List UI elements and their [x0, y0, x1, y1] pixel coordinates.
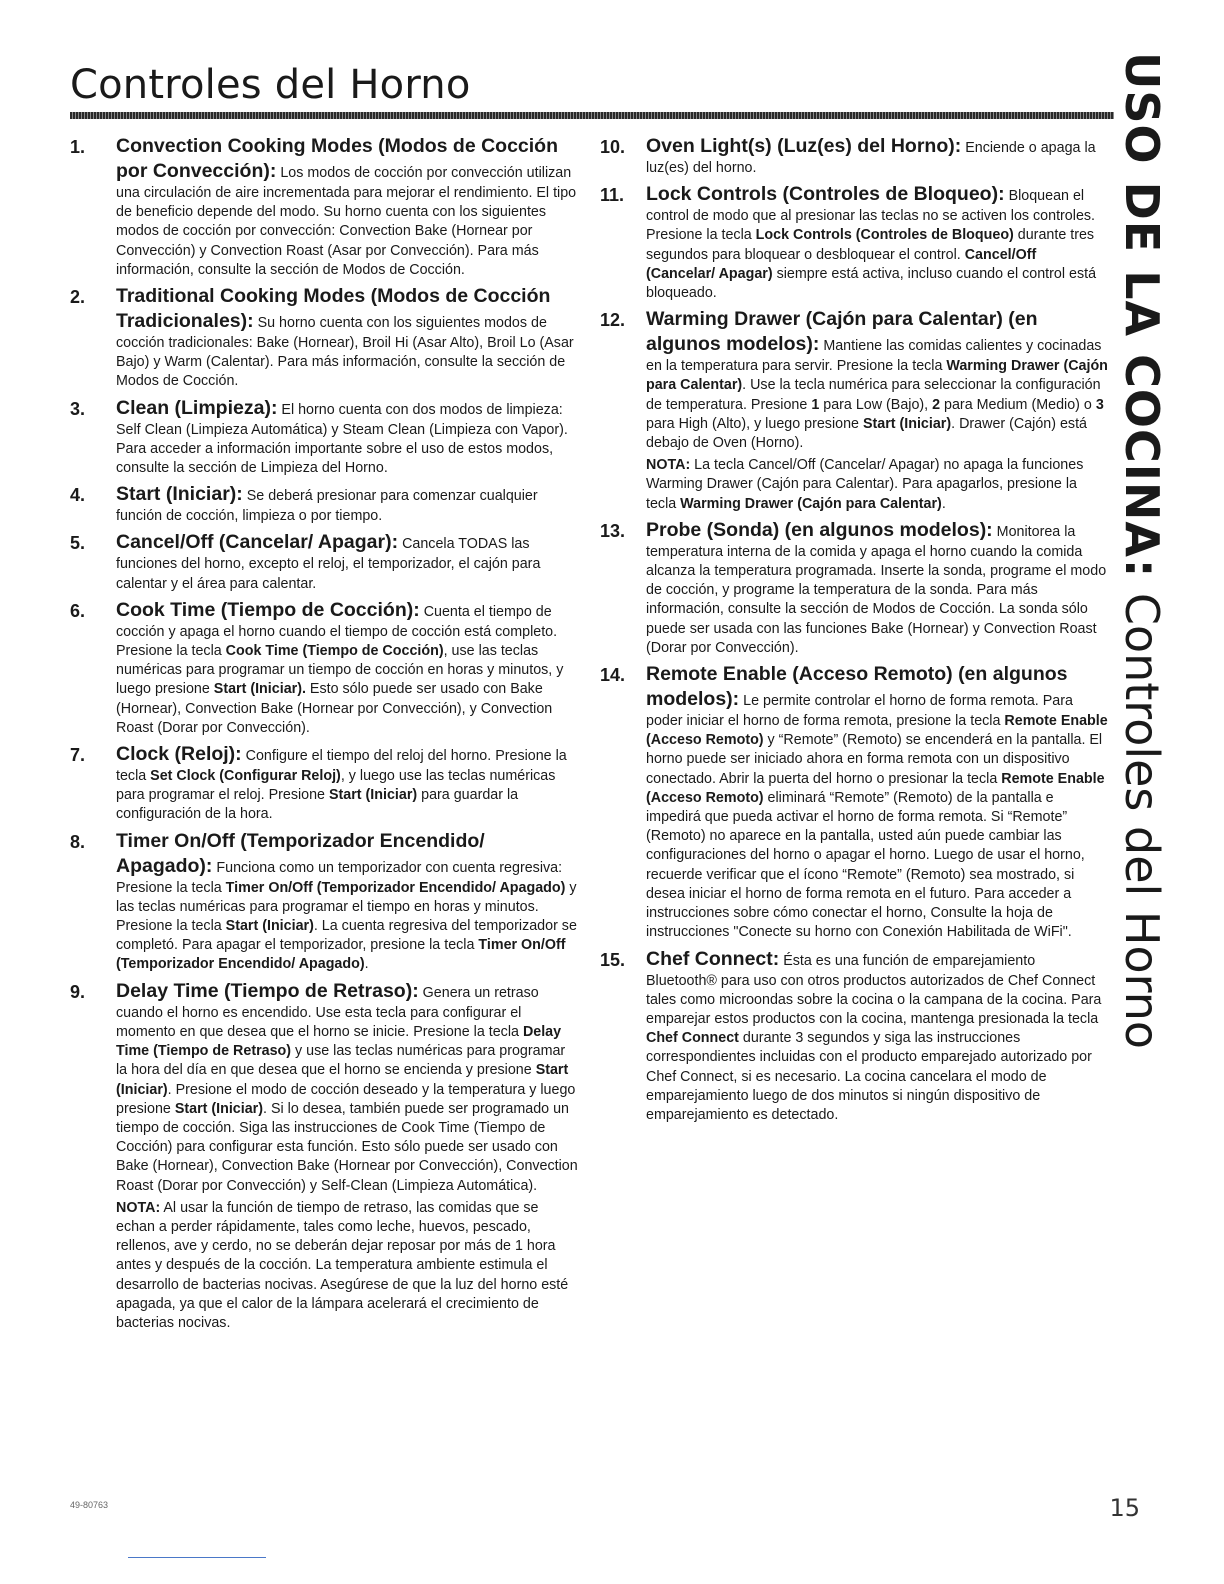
item-text: Genera un retraso cuando el horno es encendido. Use esta tecla para configurar el momento en que desea que el horno se inicie. Presione la tecla — [116, 984, 539, 1040]
key-label: Set Clock (Configurar Reloj) — [150, 768, 341, 785]
list-item — [70, 829, 578, 975]
item-number: 11. — [600, 185, 625, 206]
item-text: Monitorea la temperatura interna de la comida y apaga el horno cuando la comida alcanza la temperatura programada. Inserte la sonda, programe el modo de cocción, y programe la temperatura de la sonda. Para más información, consulte la sección de Modos de Cocción. La sonda sólo puede ser usada con las funciones Bake (Hornear) y Convection Roast (Dorar por Convección). — [646, 523, 1107, 656]
key-label: Start (Iniciar). — [213, 681, 306, 698]
item-number: 14. — [600, 665, 626, 686]
item-number: 12. — [600, 310, 626, 331]
item-text: Ésta es una función de emparejamiento Bluetooth® para uso con otros productos autorizados de Chef Connect tales como microondas sobre la cocina o la campana de la cocina. Para emparejar estos productos con la cocina, mantenga presionada la tecla — [646, 952, 1102, 1027]
key-label: Lock Controls (Controles de Bloqueo) — [755, 227, 1014, 244]
item-text: Enciende o apaga la luz(es) del horno. — [646, 140, 1096, 176]
item-text: Le permite controlar el horno de forma remota. Para poder iniciar el horno de forma remota, presione la tecla — [646, 693, 1073, 730]
item-number: 8. — [70, 831, 86, 852]
item-text: Los modos de cocción por convección utilizan una circulación de aire incrementada para mejorar el rendimiento. El tipo de beneficio depende del modo. Su horno cuenta con los siguientes modos de cocción por convección: Convection Bake (Hornear por Convección) y Convection Roast (Asar por Convección). Para más información, consulte la sección de Modos de Cocción. — [116, 165, 577, 278]
item-text: para High (Alto), y luego presione — [646, 415, 863, 432]
note — [116, 1199, 578, 1333]
key-label: Start (Iniciar) — [174, 1100, 264, 1117]
item-text: , y luego use las teclas numéricas para programar el reloj. Presione — [116, 768, 556, 804]
list-item — [70, 742, 578, 825]
list-item — [600, 307, 1108, 514]
item-text: y las teclas numéricas para programar el tiempo en horas y minutos. Presione la tecla — [116, 879, 577, 935]
item-text: , use las teclas numéricas para programar un tiempo de cocción en horas y minutos, y luego presione — [116, 643, 564, 698]
note-label: NOTA: — [116, 1199, 161, 1216]
list-item — [600, 134, 1108, 178]
key-label: Warming Drawer (Cajón para Calentar) — [646, 358, 1108, 394]
item-heading: Clock (Reloj): — [116, 743, 242, 766]
item-text: . Use la tecla numérica para seleccionar la configuración de temperatura. Presione — [646, 377, 1101, 413]
item-text: para guardar la configuración de la hora. — [116, 787, 519, 823]
key-label: Delay Time (Tiempo de Retraso) — [116, 1023, 562, 1060]
key-label: Timer On/Off (Temporizador Encendido/ Apagado) — [116, 937, 566, 973]
item-text: y use las teclas numéricas para programar la hora del día en que desea que el horno se encienda y presione — [116, 1043, 566, 1079]
title-rule — [70, 112, 1114, 119]
item-text: . — [364, 956, 369, 973]
item-heading: Remote Enable (Acceso Remoto) (en algunos modelos): — [646, 663, 1068, 711]
side-tab-section: USO DE LA COCINA: — [1115, 52, 1169, 579]
item-heading: Chef Connect: — [646, 947, 780, 970]
key-label: Cook Time (Tiempo de Cocción) — [225, 643, 444, 660]
item-heading: Timer On/Off (Temporizador Encendido/ Apagado): — [116, 829, 485, 877]
item-text: Su horno cuenta con los siguientes modos de cocción tradicionales: Bake (Hornear), Broil Hi (Asar Alto), Broil Lo (Asar Bajo) y Warm (Calentar). Para más información, consulte la sección de Modos de Cocción. — [116, 315, 574, 390]
list-item — [70, 284, 578, 392]
item-text: . Presione el modo de cocción deseado y la temperatura y luego presione — [116, 1081, 576, 1117]
note-text: . — [941, 495, 946, 512]
key-label: Start (Iniciar) — [225, 918, 314, 935]
item-text: . Si lo desea, también puede ser programado un tiempo de cocción. Siga las instrucciones de Cook Time (Tiempo de Cocción) para configurar esta función. Esto sólo puede ser usado con Bake (Hornear), Convection Bake (Hornear por Convección), Convection Roast (Dorar por Convección) y Self-Clean (Limpieza Automática). — [116, 1100, 578, 1194]
note — [646, 456, 1108, 514]
list-item — [70, 598, 578, 738]
item-number: 1. — [70, 137, 86, 157]
note-text: Al usar la función de tiempo de retraso, las comidas que se echan a perder rápidamente, tales como leche, huevos, pescado, rellenos, ave y cerdo, no se deberán dejar reposar por más de 1 hora antes y después de la cocción. La temperatura ambiente estimula el desarrollo de bacterias nocivas. Asegúrese de que la luz del horno esté apagada, ya que el calor de la lámpara acelerará el crecimiento de bacterias nocivas. — [116, 1199, 569, 1331]
item-text: Se deberá presionar para comenzar cualquier función de cocción, limpieza o por tiempo. — [116, 488, 538, 525]
item-heading: Oven Light(s) (Luz(es) del Horno): — [646, 135, 962, 157]
item-number: 15. — [600, 949, 626, 970]
side-tab-text — [1115, 52, 1169, 1049]
item-text: eliminará “Remote” (Remoto) de la pantalla e impedirá que pueda activar el horno de forma remota. Si “Remote” (Remoto) no aparece en la pantalla, usted aún puede cambiar las configuraciones del horno o apagar el horno. Luego de usar el horno, recuerde verificar que el ícono “Remote” (Remoto) sea mostrado, si desea iniciar el horno de forma remota en el futuro. Para acceder a instrucciones sobre cómo conectar el horno, Consulte la hoja de instrucciones "Conecte su horno con Conexión Habilitada de WiFi". — [646, 789, 1085, 941]
item-heading: Cancel/Off (Cancelar/ Apagar): — [116, 531, 399, 554]
key-label: 1 — [811, 396, 820, 413]
note-text: La tecla Cancel/Off (Cancelar/ Apagar) no apaga la funciones Warming Drawer (Cajón para Calentar). Para apagarlos, presione la tecla — [646, 457, 1084, 512]
item-number: 5. — [70, 533, 86, 554]
item-text: y “Remote” (Remoto) se encenderá en la pantalla. El horno puede ser iniciado ahora en forma remota con un dispositivo conectado. Abrir la puerta del horno o presionar la tecla — [646, 732, 1103, 787]
item-text: . Drawer (Cajón) está debajo de Oven (Horno). — [646, 415, 1088, 452]
item-text: Funciona como un temporizador con cuenta regresiva: Presione la tecla — [116, 859, 563, 896]
item-number: 13. — [600, 520, 626, 541]
key-label: Remote Enable (Acceso Remoto) — [646, 713, 1108, 749]
item-heading: Cook Time (Tiempo de Cocción): — [116, 598, 420, 621]
item-text: Cancela TODAS las funciones del horno, excepto el reloj, el temporizador, el cajón para calentar y el área para calentar. — [116, 536, 541, 592]
item-heading: Delay Time (Tiempo de Retraso): — [116, 979, 419, 1002]
item-heading: Clean (Limpieza): — [116, 396, 278, 419]
side-tab-subsection: Controles del Horno — [1115, 578, 1169, 1050]
key-label: Start (Iniciar) — [116, 1062, 569, 1098]
list-item — [70, 979, 578, 1333]
item-number: 4. — [70, 485, 86, 506]
list-item — [600, 662, 1108, 942]
item-number: 6. — [70, 600, 86, 621]
item-heading: Start (Iniciar): — [116, 483, 243, 506]
item-text: Configure el tiempo del reloj del horno. Presione la tecla — [116, 748, 567, 785]
item-heading: Lock Controls (Controles de Bloqueo): — [646, 183, 1005, 206]
item-text: Cuenta el tiempo de cocción y apaga el horno cuando el tiempo de cocción está completo. Presione la tecla — [116, 603, 558, 660]
right-column — [600, 134, 1108, 1129]
side-tab — [1114, 52, 1184, 1050]
item-number: 2. — [70, 287, 86, 308]
item-text: para Medium (Medio) o — [940, 396, 1096, 413]
list-item — [600, 947, 1108, 1126]
page-title: Controles del Horno — [70, 62, 471, 108]
key-label: Timer On/Off (Temporizador Encendido/ Apagado) — [225, 879, 566, 896]
item-text: Bloquean el control de modo que al presionar las teclas no se activen los controles. Presione la tecla — [646, 188, 1096, 244]
item-heading: Probe (Sonda) (en algunos modelos): — [646, 518, 993, 541]
list-item — [70, 134, 578, 280]
item-text: durante tres segundos para bloquear o desbloquear el control. — [646, 227, 1095, 263]
note-label: NOTA: — [646, 457, 691, 474]
key-label: 3 — [1095, 396, 1104, 413]
item-text: Mantiene las comidas calientes y cocinadas en la temperatura para servir. Presione la tecla — [646, 338, 1102, 375]
key-label: Warming Drawer (Cajón para Calentar) — [680, 495, 942, 512]
item-text: durante 3 segundos y siga las instrucciones correspondientes incluidas con el producto emparejado autorizado por Chef Connect, si es necesario. La cocina cancelara el modo de emparejamiento luego de dos minutos si ningún dispositivo de emparejamiento es detectado. — [646, 1030, 1092, 1123]
list-item — [70, 530, 578, 593]
key-label: 2 — [932, 396, 941, 413]
list-item — [600, 182, 1108, 303]
item-heading: Convection Cooking Modes (Modos de Cocción por Convección): — [116, 135, 559, 182]
item-text: El horno cuenta con dos modos de limpieza: Self Clean (Limpieza Automática) y Steam Clean (Limpieza con Vapor). Para acceder a información importante sobre el uso de estos modos, consulte la sección de Limpieza del Horno. — [116, 401, 568, 477]
key-label: Remote Enable (Acceso Remoto) — [646, 770, 1105, 806]
key-label: Start (Iniciar) — [862, 415, 952, 432]
item-number: 10. — [600, 137, 626, 157]
key-label: Cancel/Off (Cancelar/ Apagar) — [646, 246, 1037, 282]
item-text: . La cuenta regresiva del temporizador se completó. Para apagar el temporizador, presione la tecla — [116, 918, 577, 954]
page-number: 15 — [1109, 1494, 1140, 1522]
document-code: 49-80763 — [70, 1500, 109, 1510]
item-text: siempre está activa, incluso cuando el control está bloqueado. — [646, 265, 1097, 302]
item-number: 9. — [70, 981, 86, 1002]
left-column — [70, 134, 578, 1337]
item-text: Esto sólo puede ser usado con Bake (Hornear), Convection Bake (Hornear por Convección), y Convection Roast (Dorar por Convección). — [116, 681, 553, 736]
footer-link-underline — [128, 1557, 266, 1558]
item-number: 3. — [70, 398, 86, 419]
item-number: 7. — [70, 745, 86, 766]
list-item — [70, 482, 578, 526]
item-heading: Warming Drawer (Cajón para Calentar) (en algunos modelos): — [646, 308, 1038, 356]
list-item — [600, 518, 1108, 658]
key-label: Chef Connect — [646, 1030, 739, 1047]
item-text: para Low (Bajo), — [819, 396, 933, 413]
key-label: Start (Iniciar) — [328, 787, 418, 804]
list-item — [70, 396, 578, 479]
item-heading: Traditional Cooking Modes (Modos de Cocción Tradicionales): — [116, 285, 551, 333]
